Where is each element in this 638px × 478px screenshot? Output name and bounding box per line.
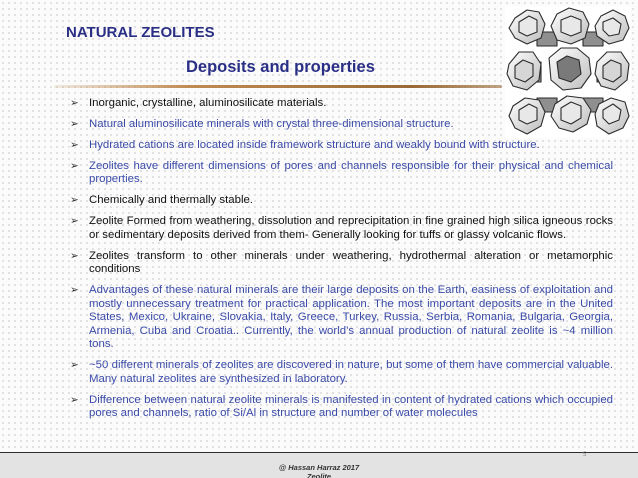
bullet-item: ➢ ~50 different minerals of zeolites are discovered in nature, but some of them have commercial valuable. Many natural zeolites are synthesized in laboratory. xyxy=(70,359,613,385)
arrow-bullet-icon: ➢ xyxy=(70,97,79,109)
bullet-item: ➢ Difference between natural zeolite minerals is manifested in content of hydrated cations which occupied pores and channels, ratio of Si/Al in structure and number of water molecules xyxy=(70,393,613,420)
title-divider xyxy=(54,85,502,88)
arrow-bullet-icon: ➢ xyxy=(70,215,79,228)
arrow-bullet-icon: ➢ xyxy=(70,393,79,406)
arrow-bullet-icon: ➢ xyxy=(70,138,79,151)
arrow-bullet-icon: ➢ xyxy=(70,117,79,130)
slide-title: NATURAL ZEOLITES xyxy=(66,24,215,41)
page-number: 5 xyxy=(583,452,587,458)
bullet-item: ➢ Chemically and thermally stable. xyxy=(70,194,253,207)
arrow-bullet-icon: ➢ xyxy=(70,284,79,297)
bullet-item: ➢ Inorganic, crystalline, aluminosilicate materials. xyxy=(70,97,327,109)
bullet-item: ➢ Zeolites have different dimensions of pores and channels responsible for their physical and chemical properties. xyxy=(70,159,613,186)
bullet-item: ➢ Natural aluminosilicate minerals with crystal three-dimensional structure. xyxy=(70,117,454,130)
bullet-item: ➢ Zeolite Formed from weathering, dissolution and reprecipitation in fine grained high silica igneous rocks or sedimentary deposits derived from them- Generally looking for tuffs or glassy volcanic flows. xyxy=(70,215,613,241)
arrow-bullet-icon: ➢ xyxy=(70,194,79,207)
bullet-item: ➢ Hydrated cations are located inside framework structure and weakly bound with structure. xyxy=(70,138,540,151)
bullet-item: ➢ Advantages of these natural minerals are their large deposits on the Earth, easiness of exploitation and mostly unnecessary treatment for practical application. The most important deposits are in the United States, Mexico, Ukraine, Slovakia, Italy, Greece, Turkey, Russia, Serbia, Romania, Bulgaria, Georgia, Armenia, Cuba and Croatia.. Currently, the world’s annual production of natural zeolite is ~4 million tons. xyxy=(70,284,613,351)
arrow-bullet-icon: ➢ xyxy=(70,359,79,372)
bullet-list xyxy=(70,97,613,428)
arrow-bullet-icon: ➢ xyxy=(70,159,79,172)
slide-subtitle: Deposits and properties xyxy=(186,58,375,76)
arrow-bullet-icon: ➢ xyxy=(70,249,79,262)
bullet-item: ➢ Zeolites transform to other minerals under weathering, hydrothermal alteration or metamorphic conditions xyxy=(70,249,613,276)
footer-topic: Zeolite xyxy=(306,472,332,478)
footer-author: @ Hassan Harraz 2017 xyxy=(278,463,360,472)
